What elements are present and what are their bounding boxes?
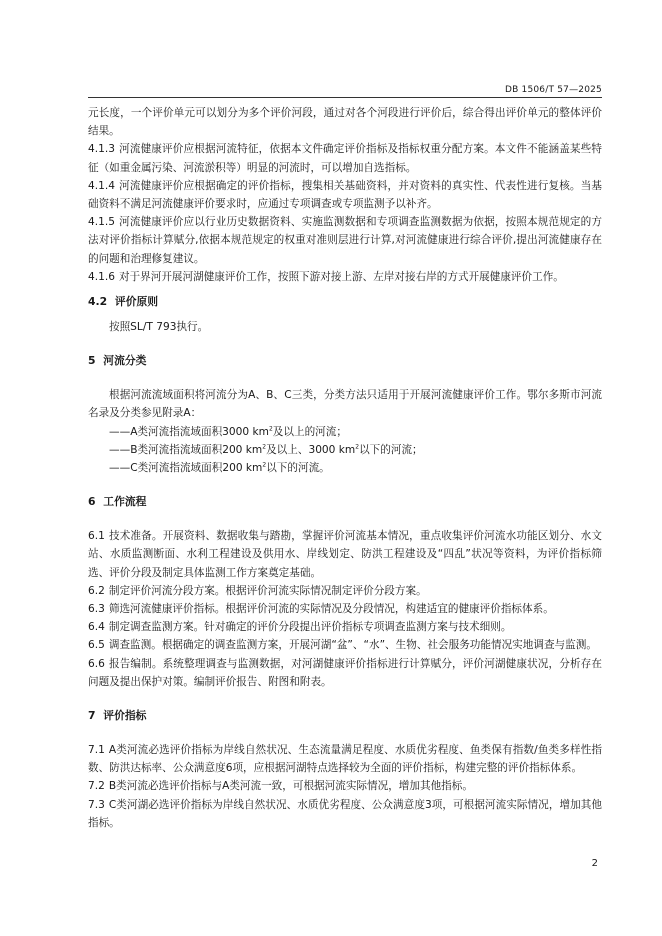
- section-4-2-body: 按照SL/T 793执行。: [109, 321, 209, 334]
- clause-7-2: 7.2 B类河流必选评价指标与A类河流一致，可根据河流实际情况，增加其他指标。: [88, 780, 473, 793]
- list-item: ——A类河流指流域面积3000 $km^2$及以上的河流；: [109, 425, 347, 438]
- section-heading-6: 6 工作流程: [88, 495, 147, 509]
- section-5-body: 根据河流流域面积将河流分为A、B、C三类，分类方法只适用于开展河流健康评价工作。鄂尔多斯市河流名录及分类参见附录A：: [88, 389, 602, 420]
- section-heading-5: 5 河流分类: [88, 354, 147, 368]
- clause-6-6: 6.6 报告编制。系统整理调查与监测数据，对河湖健康评价指标进行计算赋分，评价河湖健康状况，分析存在问题及提出保护对策。编制评价报告、附图和附表。: [88, 657, 602, 688]
- clause-4-1-6: 4.1.6 对于界河开展河湖健康评价工作，按照下游对接上游、左岸对接右岸的方式开展健康评价工作。: [88, 270, 564, 283]
- clause-6-3: 6.3 筛选河流健康评价指标。根据评价河流的实际情况及分段情况，构建适宜的健康评价指标体系。: [88, 603, 554, 616]
- clause-4-1-5: 4.1.5 河流健康评价应以行业历史数据资料、实施监测数据和专项调查监测数据为依据，按照本规范规定的方法对评价指标计算赋分,依据本规范规定的权重对准则层进行计算,对河流健康进行综合评价,提出河流健康存在的问题和治理修复建议。: [88, 216, 602, 265]
- clause-7-1: 7.1 A类河流必选评价指标为岸线自然状况、生态流量满足程度、水质优劣程度、鱼类保有指数/鱼类多样性指数、防洪达标率、公众满意度6项，应根据河湖特点选择较为全面的评价指标，构建完整的评价指标体系。: [88, 744, 602, 775]
- section-heading-7: 7 评价指标: [88, 709, 147, 723]
- document-code: DB 1506/T 57—2025: [504, 85, 602, 95]
- section-heading-4-2: 4.2 评价原则: [88, 295, 159, 309]
- clause-6-5: 6.5 调查监测。根据确定的调查监测方案，开展河湖“盆”、“水”、生物、社会服务功能情况实地调查与监测。: [88, 639, 597, 652]
- clause-6-2: 6.2 制定评价河流分段方案。根据评价河流实际情况制定评价分段方案。: [88, 584, 427, 597]
- list-item: ——B类河流指流域面积200 $km^2$及以上、3000 $km^2$以下的河流；: [109, 443, 423, 456]
- page-number: 2: [591, 858, 598, 869]
- header-rule: [88, 97, 602, 98]
- list-item: ——C类河流指流域面积200 $km^2$以下的河流。: [109, 461, 330, 475]
- clause-6-1: 6.1 技术准备。开展资料、数据收集与踏勘，掌握评价河流基本情况，重点收集评价河流水功能区划分、水文站、水质监测断面、水利工程建设及供用水、岸线划定、防洪工程建设及“四乱”状况等资料，为评价指标筛选、评价分段及制定具体监测工作方案奠定基础。: [88, 530, 602, 579]
- clause-7-3: 7.3 C类河湖必选评价指标为岸线自然状况、水质优劣程度、公众满意度3项，可根据河流实际情况，增加其他指标。: [88, 798, 602, 829]
- clause-4-1-4: 4.1.4 河流健康评价应根据确定的评价指标，搜集相关基础资料，并对资料的真实性、代表性进行复核。当基础资料不满足河流健康评价要求时，应通过专项调查或专项监测予以补齐。: [88, 179, 602, 211]
- document-body: [88, 104, 602, 832]
- continuation-paragraph: 元长度，一个评价单元可以划分为多个评价河段，通过对各个河段进行评价后，综合得出评价单元的整体评价结果。: [88, 107, 602, 138]
- clause-4-1-3: 4.1.3 河流健康评价应根据河流特征，依据本文件确定评价指标及指标权重分配方案。本文件不能涵盖某些特征（如重金属污染、河流淤积等）明显的河流时，可以增加自选指标。: [88, 143, 602, 174]
- clause-6-4: 6.4 制定调查监测方案。针对确定的评价分段提出评价指标专项调查监测方案与技术细则。: [88, 621, 512, 634]
